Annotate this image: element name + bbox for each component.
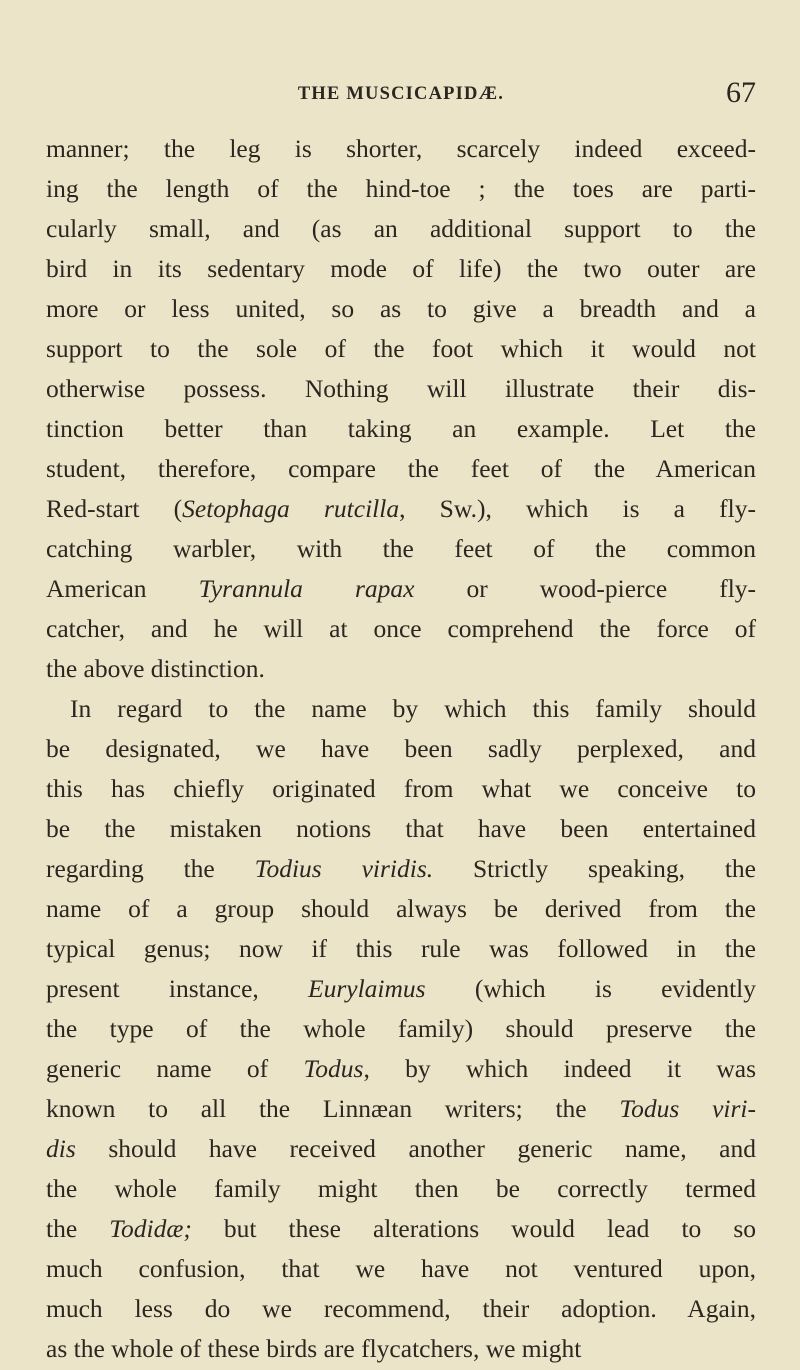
text-run: , Sw.), which is a fly- <box>399 494 757 523</box>
text-run: catching warbler, with the feet of the common <box>46 534 756 563</box>
text-run: the whole family might then be correctly termed <box>46 1174 756 1203</box>
text-run: , by which indeed it was <box>363 1054 756 1083</box>
text-line <box>46 1209 756 1249</box>
text-run: manner; the leg is shorter, scarcely indeed exceed- <box>46 134 756 163</box>
text-run: regarding the <box>46 854 255 883</box>
text-run: or wood-pierce fly- <box>414 574 757 603</box>
italic-term: Todius viridis. <box>254 854 434 883</box>
text-run: the <box>46 1214 110 1243</box>
text-line <box>46 409 756 449</box>
text-run: known to all the Linnæan writers; the <box>46 1094 620 1123</box>
page-number: 67 <box>726 76 756 109</box>
text-run: the type of the whole family) should preserve the <box>46 1014 756 1043</box>
italic-term: Todidæ; <box>109 1214 192 1243</box>
text-run: more or less united, so as to give a breadth and a <box>46 294 756 323</box>
italic-term: Eurylaimus <box>308 974 426 1003</box>
text-line <box>46 249 756 289</box>
text-run: much confusion, that we have not ventured upon, <box>46 1254 756 1283</box>
text-run: support to the sole of the foot which it would not <box>46 334 756 363</box>
italic-term: Tyrannula rapax <box>198 574 415 603</box>
text-run: cularly small, and (as an additional support to the <box>46 214 756 243</box>
text-line <box>46 569 756 609</box>
text-run: this has chiefly originated from what we conceive to <box>46 774 756 803</box>
text-line <box>46 649 756 689</box>
text-line <box>46 529 756 569</box>
text-line <box>46 1169 756 1209</box>
text-line <box>46 969 756 1009</box>
text-line <box>46 1249 756 1289</box>
text-run: typical genus; now if this rule was followed in the <box>46 934 756 963</box>
text-run: should have received another generic name, and <box>75 1134 756 1163</box>
paragraph <box>46 689 756 1369</box>
text-run: In regard to the name by which this family should <box>70 694 756 723</box>
text-run: but these alterations would lead to so <box>191 1214 756 1243</box>
text-run: be the mistaken notions that have been entertained <box>46 814 756 843</box>
text-run: tinction better than taking an example. Let the <box>46 414 756 443</box>
body-text <box>46 129 756 1369</box>
text-run: bird in its sedentary mode of life) the two outer are <box>46 254 756 283</box>
text-run: generic name of <box>46 1054 304 1083</box>
text-run: Red-start ( <box>46 494 183 523</box>
text-line <box>46 449 756 489</box>
text-run: catcher, and he will at once comprehend the force of <box>46 614 756 643</box>
text-line <box>46 1289 756 1329</box>
text-line <box>46 209 756 249</box>
text-run: ing the length of the hind-toe ; the toes are parti- <box>46 174 756 203</box>
text-run: as the whole of these birds are flycatchers, we might <box>46 1334 582 1363</box>
running-head: THE MUSCICAPIDÆ. <box>297 84 505 104</box>
text-run: otherwise possess. Nothing will illustrate their dis- <box>46 374 756 403</box>
page-header <box>46 78 756 118</box>
text-run: present instance, <box>46 974 309 1003</box>
text-run: American <box>46 574 199 603</box>
text-run: Strictly speaking, the <box>433 854 756 883</box>
text-line <box>46 729 756 769</box>
text-line <box>46 1009 756 1049</box>
italic-term: Todus <box>303 1054 364 1083</box>
text-line <box>46 849 756 889</box>
text-line <box>46 129 756 169</box>
text-line <box>46 1129 756 1169</box>
text-run: the above distinction. <box>46 654 265 683</box>
text-line <box>46 1049 756 1089</box>
text-run: much less do we recommend, their adoption. Again, <box>46 1294 756 1323</box>
text-run: be designated, we have been sadly perplexed, and <box>46 734 756 763</box>
text-line <box>46 929 756 969</box>
text-line <box>46 1329 756 1369</box>
text-line <box>46 609 756 649</box>
text-run: (which is evidently <box>425 974 756 1003</box>
paragraph <box>46 129 756 689</box>
italic-term: Todus viri- <box>619 1094 756 1123</box>
text-line <box>46 369 756 409</box>
text-line <box>46 329 756 369</box>
text-line <box>46 169 756 209</box>
text-run: name of a group should always be derived from the <box>46 894 756 923</box>
text-line <box>46 489 756 529</box>
text-line <box>46 289 756 329</box>
text-line <box>46 689 756 729</box>
italic-term: dis <box>46 1134 76 1163</box>
text-line <box>46 769 756 809</box>
text-line <box>46 809 756 849</box>
text-run: student, therefore, compare the feet of the American <box>46 454 756 483</box>
italic-term: Setophaga rutcilla <box>182 494 400 523</box>
text-line <box>46 889 756 929</box>
text-line <box>46 1089 756 1129</box>
